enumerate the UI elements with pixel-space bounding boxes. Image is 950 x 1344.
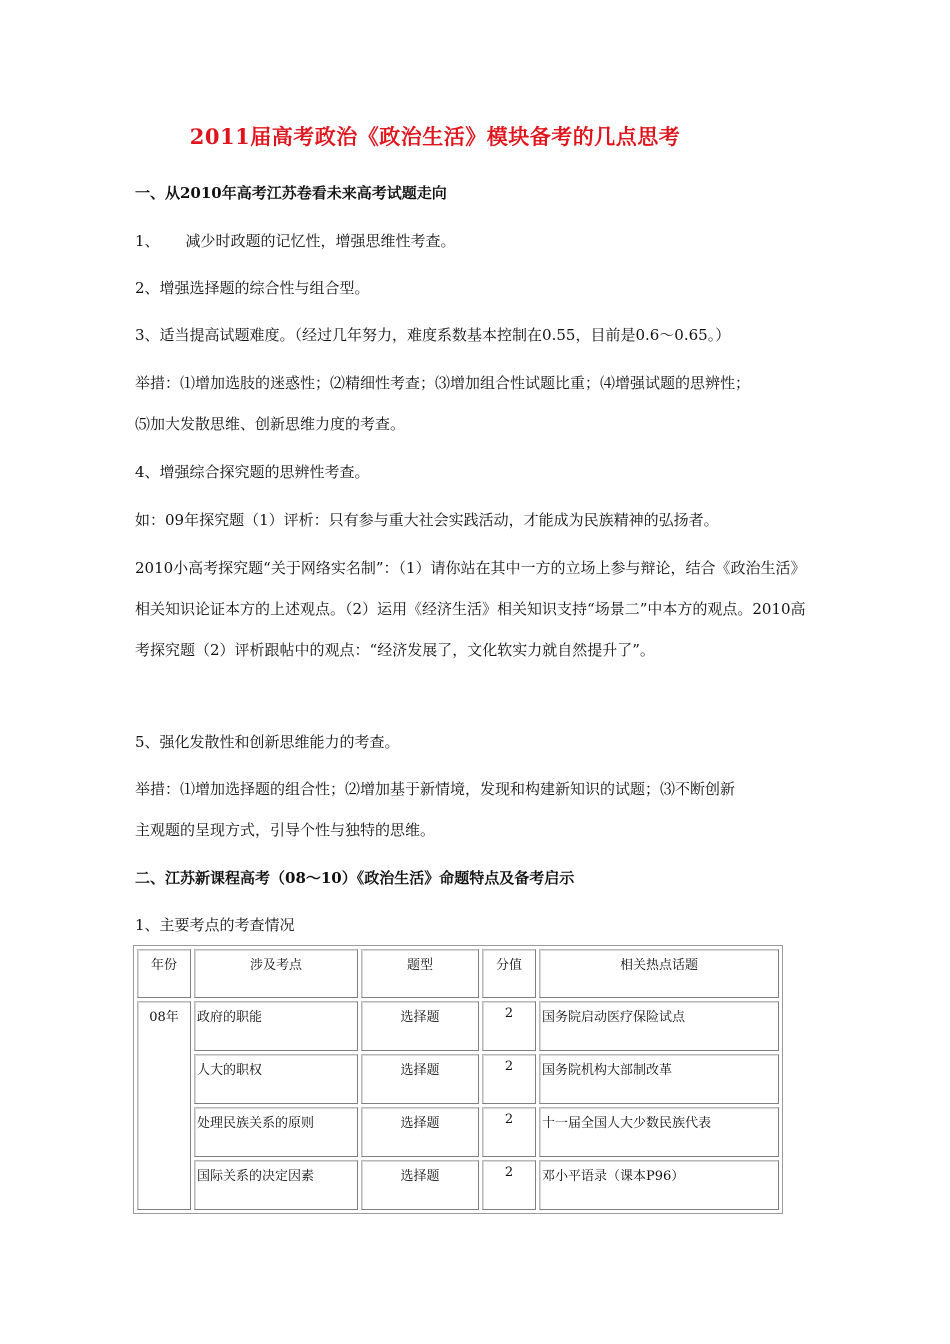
question-type-cell: 选择题 [361,1107,479,1157]
hot-topic-cell: 十一届全国人大少数民族代表 [539,1107,779,1157]
exam-point-cell: 国际关系的决定因素 [194,1160,358,1210]
exam-point-cell: 处理民族关系的原则 [194,1107,358,1157]
table-row [137,1107,779,1157]
table-row [137,1001,779,1051]
header-question-type: 题型 [361,949,479,998]
item-5: 5、强化发散性和创新思维能力的考查。 [135,733,400,751]
item-1-text: 减少时政题的记忆性，增强思维性考查。 [185,232,456,250]
score-cell: 2 [482,1001,536,1051]
header-year: 年份 [137,949,191,998]
question-type-cell: 选择题 [361,1160,479,1210]
table-row [137,1160,779,1210]
score-cell: 2 [482,1107,536,1157]
document-title: 2011届高考政治《政治生活》模块备考的几点思考 [189,124,681,149]
item-2: 2、增强选择题的综合性与组合型。 [135,279,370,297]
item-3: 3、适当提高试题难度。（经过几年努力，难度系数基本控制在0.55，目前是0.6～0.65。） [135,326,731,344]
score-cell: 2 [482,1054,536,1104]
hot-topic-cell: 邓小平语录（课本P96） [539,1160,779,1210]
section1-heading: 一、从2010年高考江苏卷看未来高考试题走向 [135,184,447,202]
item-4: 4、增强综合探究题的思辨性考查。 [135,463,370,481]
table-row [137,1054,779,1104]
item-1-number: 1、 [135,232,160,250]
question-type-cell: 选择题 [361,1054,479,1104]
section2-heading: 二、江苏新课程高考（08～10）《政治生活》命题特点及备考启示 [135,869,575,887]
example-2009: 如：09年探究题（1）评析：只有参与重大社会实践活动，才能成为民族精神的弘扬者。 [135,511,719,529]
header-exam-point: 涉及考点 [194,949,358,998]
exam-point-cell: 人大的职权 [194,1054,358,1104]
year-cell: 08年 [137,1001,191,1210]
hot-topic-cell: 国务院机构大部制改革 [539,1054,779,1104]
item-1 [135,231,815,251]
score-cell: 2 [482,1160,536,1210]
subsection-1-heading: 1、主要考点的考查情况 [135,916,295,934]
header-score: 分值 [482,949,536,998]
exam-points-table [133,945,783,1214]
paragraph-2010-exam: 2010小高考探究题“关于网络实名制”：（1）请你站在其中一方的立场上参与辩论，结合《政治生活》相关知识论证本方的上述观点。（2）运用《经济生活》相关知识支持“场景二”中本方的观点。2010高考探究题（2）评析跟帖中的观点：“经济发展了，文化软实力就自然提升了”。 [135,559,806,659]
question-type-cell: 选择题 [361,1001,479,1051]
measures-1-line-1: 举措：⑴增加选肢的迷惑性；⑵精细性考查；⑶增加组合性试题比重；⑷增强试题的思辨性； [135,374,751,392]
header-hot-topic: 相关热点话题 [539,949,779,998]
measures-1-line-2: ⑸加大发散思维、创新思维力度的考查。 [135,415,406,433]
measures-2-line-2: 主观题的呈现方式，引导个性与独特的思维。 [135,821,436,839]
exam-point-cell: 政府的职能 [194,1001,358,1051]
hot-topic-cell: 国务院启动医疗保险试点 [539,1001,779,1051]
measures-2-line-1: 举措：⑴增加选择题的组合性；⑵增加基于新情境，发现和构建新知识的试题；⑶不断创新 [135,780,736,798]
table-header-row [137,949,779,998]
